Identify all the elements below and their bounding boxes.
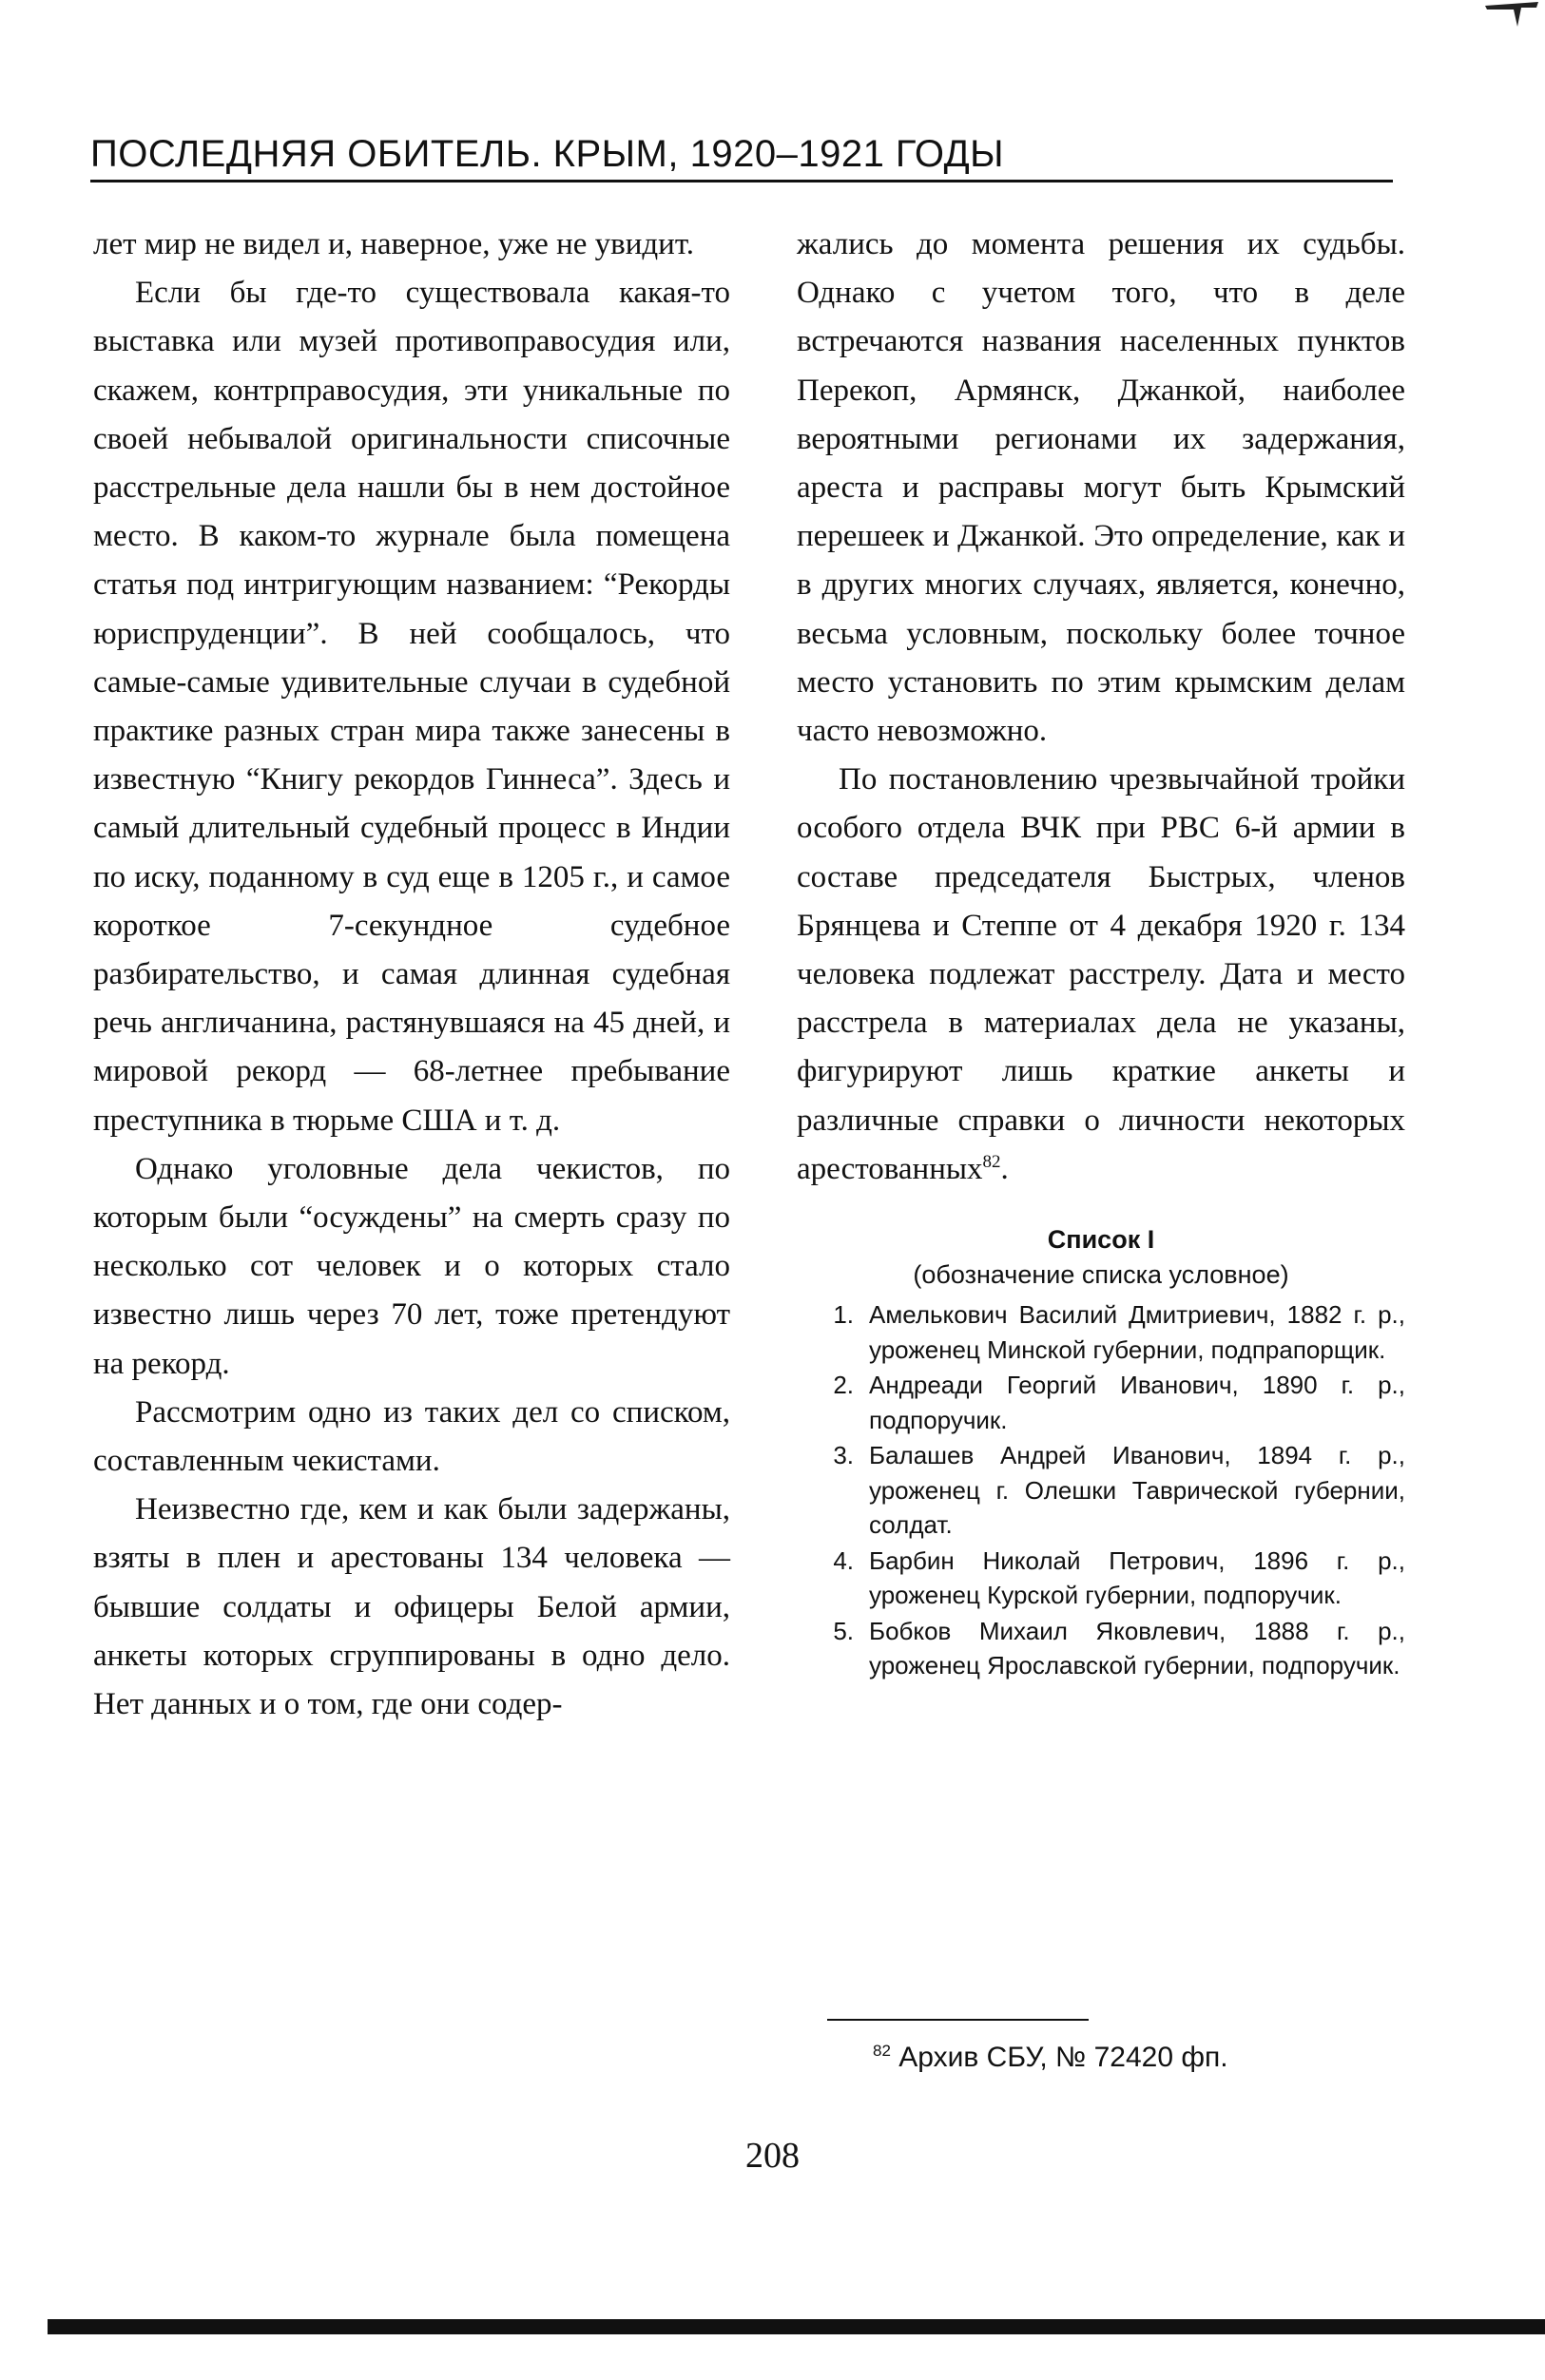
list-item-number: 3. <box>833 1441 854 1470</box>
page-number: 208 <box>745 2136 800 2176</box>
footnote-number: 82 <box>873 2042 891 2060</box>
list-item-text: Амелькович Василий Дмитриевич, 1882 г. р., уроженец Минской губернии, подпрапорщик. <box>869 1300 1405 1364</box>
list-note: (обозначение списка условное) <box>913 1259 1289 1289</box>
running-header <box>90 133 1393 182</box>
list-item-text: Андреади Георгий Иванович, 1890 г. р., подпоручик. <box>869 1371 1405 1434</box>
paragraph: жались до момента решения их судьбы. Однако с учетом того, что в деле встречаются названия населенных пунктов Перекоп, Армянск, Джанкой, наиболее вероятными регионами их задержания, ареста и расправы могут быть Крымский перешеек и Джанкой. Это определение, как и в других многих случаях, является, конечно, весьма условным, поскольку более точное место установить по этим крымским делам часто невозможно. <box>797 227 1405 749</box>
footnote-ref: 82 <box>982 1151 1001 1172</box>
list-title: Список I <box>1047 1225 1155 1255</box>
paragraph: Неизвестно где, кем и как были задержаны, взяты в плен и арестованы 134 человека — бывшие солдаты и офицеры Белой армии, анкеты которых сгруппированы в одно дело. Нет данных и о том, где они содер- <box>93 1492 730 1722</box>
list-item <box>797 1614 1405 1683</box>
list-item <box>797 1544 1405 1613</box>
list-item-text: Барбин Николай Петрович, 1896 г. р., уроженец Курской губернии, подпоручик. <box>869 1545 1405 1610</box>
list-item <box>797 1297 1405 1367</box>
list-item-text: Бобков Михаил Яковлевич, 1888 г. р., уроженец Ярославской губернии, подпоручик. <box>869 1616 1405 1680</box>
list-item <box>797 1438 1405 1543</box>
paragraph <box>797 756 1405 1194</box>
list-item-number: 2. <box>833 1371 854 1400</box>
paragraph-end: . <box>1000 1151 1009 1186</box>
scan-edge-bar <box>48 2319 1545 2334</box>
footnote-divider <box>827 2019 1089 2021</box>
paragraph-text: По постановлению чрезвычайной тройки особого отдела ВЧК при РВС 6-й армии в составе председателя Быстрых, членов Брянцева и Степпе от 4 декабря 1920 г. 134 человека подлежат расстрелу. Дата и место расстрела в материалах дела не указаны, фигурируют лишь краткие анкеты и различные справки о личности некоторых арестованных <box>797 762 1405 1186</box>
scan-corner-mark <box>1483 0 1540 29</box>
paragraph: лет мир не видел и, наверное, уже не увидит. <box>93 227 695 261</box>
paragraph: Рассмотрим одно из таких дел со списком, составленным чекистами. <box>93 1394 730 1479</box>
paragraph: Если бы где-то существовала какая-то выставка или музей противоправосудия или, скажем, контрправосудия, эти уникальные по своей небывалой оригинальности списочные расстрельные дела нашли бы в нем достойное место. В каком-то журнале была помещена статья под интригующим названием: “Рекорды юриспруденции”. В ней сообщалось, что самые-самые удивительные случаи в судебной практике разных стран мира также занесены в известную “Книгу рекордов Гиннеса”. Здесь и самый длительный судебный процесс в Индии по иску, поданному в суд еще в 1205 г., и самое короткое 7-секундное судебное разбирательство, и самая длинная судебная речь англичанина, растянувшаяся на 45 дней, и мировой рекорд — 68-летнее пребывание преступника в тюрьме США и т. д. <box>93 276 730 1138</box>
right-column <box>797 221 1405 1684</box>
header-title: ПОСЛЕДНЯЯ ОБИТЕЛЬ. КРЫМ, 1920–1921 ГОДЫ <box>90 133 1005 175</box>
list-block <box>797 1222 1405 1683</box>
list-item-number: 4. <box>833 1545 854 1575</box>
left-column <box>93 221 730 1729</box>
footnote-text: Архив СБУ, № 72420 фп. <box>898 2042 1228 2073</box>
list-item-text: Балашев Андрей Иванович, 1894 г. р., уроженец г. Олешки Таврической губернии, солдат. <box>869 1441 1405 1540</box>
list-item-number: 1. <box>833 1300 854 1330</box>
paragraph: Однако уголовные дела чекистов, по которым были “осуждены” на смерть сразу по несколько сот человек и о которых стало известно лишь через 70 лет, тоже претендуют на рекорд. <box>93 1151 730 1381</box>
list-item <box>797 1368 1405 1437</box>
footnote <box>873 2042 1228 2074</box>
list-item-number: 5. <box>833 1616 854 1645</box>
person-list <box>797 1297 1405 1683</box>
